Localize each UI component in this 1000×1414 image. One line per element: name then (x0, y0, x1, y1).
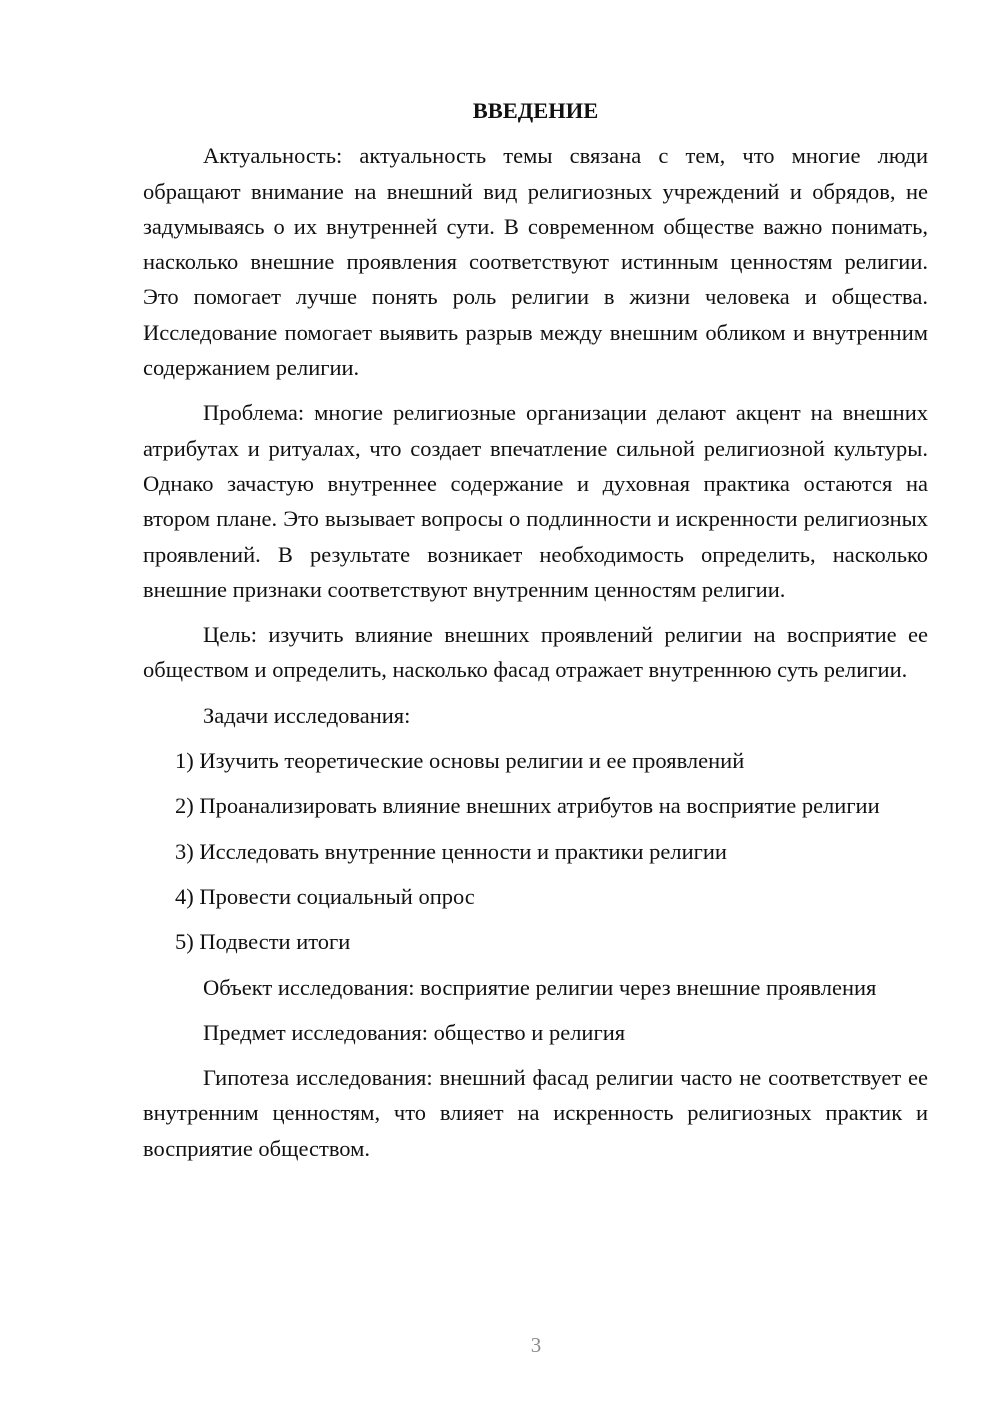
paragraph-problem: Проблема: многие религиозные организации делают акцент на внешних атрибутах и ритуалах, что создает впечатление сильной религиозной культуры. Однако зачастую внутреннее содержание и духовная практика остаются на втором плане. Это вызывает вопросы о подлинности и искренности религиозных проявлений. В результате возникает необходимость определить, насколько внешние признаки соответствуют внутренним ценностям религии. (143, 400, 928, 602)
page-content (143, 93, 928, 1176)
tasks-heading: Задачи исследования: (203, 702, 411, 728)
paragraph-subject: Предмет исследования: общество и религия (203, 1019, 626, 1045)
task-item-2: 2) Проанализировать влияние внешних атрибутов на восприятие религии (175, 793, 880, 819)
paragraph-object: Объект исследования: восприятие религии через внешние проявления (203, 974, 877, 1000)
task-item-3: 3) Исследовать внутренние ценности и практики религии (175, 838, 727, 864)
page-title: ВВЕДЕНИЕ (472, 98, 599, 123)
paragraph-relevance: Актуальность: актуальность темы связана с тем, что многие люди обращают внимание на внешний вид религиозных учреждений и обрядов, не задумываясь о их внутренней сути. В современном обществе важно понимать, насколько внешние проявления соответствуют истинным ценностям религии. Это помогает лучше понять роль религии в жизни человека и общества. Исследование помогает выявить разрыв между внешним обликом и внутренним содержанием религии. (143, 143, 928, 381)
page-number: 3 (530, 1333, 542, 1357)
paragraph-hypothesis: Гипотеза исследования: внешний фасад религии часто не соответствует ее внутренним ценностям, что влияет на искренность религиозных практик и восприятие обществом. (143, 1065, 928, 1161)
paragraph-goal: Цель: изучить влияние внешних проявлений религии на восприятие ее обществом и определить, насколько фасад отражает внутреннюю суть религии. (143, 622, 928, 683)
task-item-4: 4) Провести социальный опрос (175, 883, 475, 909)
task-item-5: 5) Подвести итоги (175, 929, 351, 955)
task-item-1: 1) Изучить теоретические основы религии и ее проявлений (175, 748, 745, 774)
